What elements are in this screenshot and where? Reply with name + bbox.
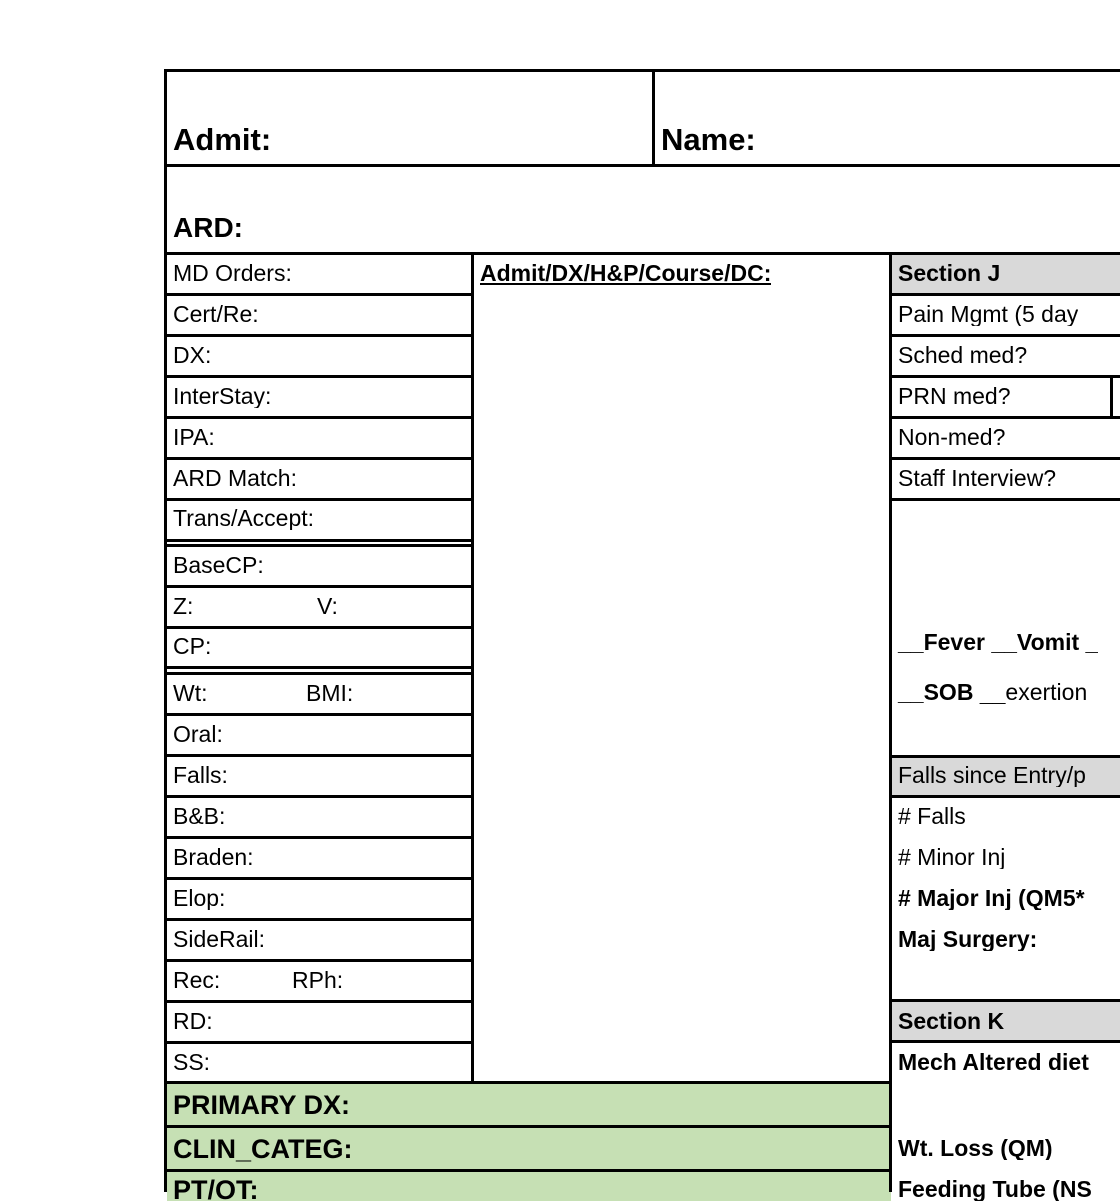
right-row-line (889, 457, 1120, 460)
num-falls-label: # Falls (898, 805, 966, 828)
left-row-line (164, 754, 474, 757)
mech-altered-diet-label: Mech Altered diet (898, 1051, 1089, 1074)
frame-left (164, 69, 167, 1192)
feeding-tube-label: Feeding Tube (NS (898, 1178, 1092, 1201)
section-j-label: Section J (898, 262, 1001, 285)
bb-label: B&B: (173, 805, 226, 828)
left-row-line (164, 293, 474, 296)
fever-vomit-line: __Fever __Vomit _ (898, 631, 1099, 654)
admit-dx-hp-heading: Admit/DX/H&P/Course/DC: (480, 262, 772, 285)
ard-label: ARD: (173, 214, 243, 243)
section-k-label: Section K (898, 1010, 1005, 1033)
rd-label: RD: (173, 1010, 213, 1033)
wt-label: Wt: (173, 682, 208, 705)
sob-label: __SOB (898, 681, 974, 704)
green-row-line (164, 1169, 891, 1172)
right-row-line (889, 999, 1120, 1002)
cert-re-label: Cert/Re: (173, 303, 259, 326)
elop-label: Elop: (173, 887, 226, 910)
right-row-line (889, 795, 1120, 798)
left-row-line (164, 585, 474, 588)
left-row-line (164, 713, 474, 716)
sob-exertion-line (892, 681, 1087, 704)
admit-name-divider (652, 69, 655, 166)
left-row-line (164, 416, 474, 419)
basecp-label: BaseCP: (173, 554, 264, 577)
mid-right-divider (889, 252, 892, 1192)
exertion-label: __exertion (973, 681, 1088, 704)
pain-mgmt-label: Pain Mgmt (5 day (898, 303, 1079, 326)
trans-accept-label: Trans/Accept: (173, 507, 315, 530)
braden-label: Braden: (173, 846, 254, 869)
right-row-line (889, 1040, 1120, 1043)
ipa-label: IPA: (173, 426, 215, 449)
primary-dx-label: PRIMARY DX: (173, 1092, 351, 1119)
left-row-line (164, 672, 474, 675)
dx-label: DX: (173, 344, 212, 367)
prn-med-box-edge (1110, 377, 1113, 418)
v-label: V: (317, 595, 338, 618)
z-label: Z: (173, 595, 194, 618)
left-row-line (164, 666, 474, 669)
green-row-line (164, 1125, 891, 1128)
rph-label: RPh: (292, 969, 344, 992)
falls-since-entry-label: Falls since Entry/p (898, 764, 1086, 787)
left-row-line (164, 498, 474, 501)
staff-interview-label: Staff Interview? (898, 467, 1057, 490)
name-label: Name: (661, 124, 756, 157)
left-row-line (164, 877, 474, 880)
left-row-line (164, 1041, 474, 1044)
wt-loss-label: Wt. Loss (QM) (898, 1137, 1053, 1160)
oral-label: Oral: (173, 723, 223, 746)
right-row-line (889, 416, 1120, 419)
major-inj-label: # Major Inj (QM5* (898, 887, 1085, 910)
siderail-label: SideRail: (173, 928, 266, 951)
interstay-label: InterStay: (173, 385, 272, 408)
left-row-line (164, 626, 474, 629)
rec-label: Rec: (173, 969, 221, 992)
left-row-line (164, 457, 474, 460)
non-med-label: Non-med? (898, 426, 1006, 449)
right-row-line (889, 498, 1120, 501)
left-row-line (164, 539, 474, 542)
left-row-line (164, 375, 474, 378)
left-row-line (164, 836, 474, 839)
left-row-line (164, 795, 474, 798)
left-row-line (164, 334, 474, 337)
cp-label: CP: (173, 635, 212, 658)
prn-med-label: PRN med? (898, 385, 1011, 408)
right-row-line (889, 334, 1120, 337)
maj-surgery-label: Maj Surgery: (898, 928, 1038, 951)
header-rule-2 (164, 252, 1120, 255)
left-row-line (164, 918, 474, 921)
header-rule-1 (164, 164, 1120, 167)
pt-ot-band (167, 1171, 891, 1201)
ard-match-label: ARD Match: (173, 467, 297, 490)
bmi-label: BMI: (306, 682, 354, 705)
right-row-line (889, 375, 1120, 378)
minor-inj-label: # Minor Inj (898, 846, 1006, 869)
md-orders-label: MD Orders: (173, 262, 292, 285)
ss-label: SS: (173, 1051, 211, 1074)
left-row-line (164, 959, 474, 962)
left-row-line (164, 1081, 891, 1084)
left-row-line (164, 544, 474, 547)
sched-med-label: Sched med? (898, 344, 1028, 367)
admit-label: Admit: (173, 124, 272, 157)
pt-ot-label: PT/OT: (173, 1177, 259, 1204)
falls-label: Falls: (173, 764, 228, 787)
left-row-line (164, 1000, 474, 1003)
frame-top (164, 69, 1120, 72)
clin-categ-label: CLIN_CATEG: (173, 1136, 353, 1163)
right-row-line (889, 755, 1120, 758)
right-row-line (889, 293, 1120, 296)
